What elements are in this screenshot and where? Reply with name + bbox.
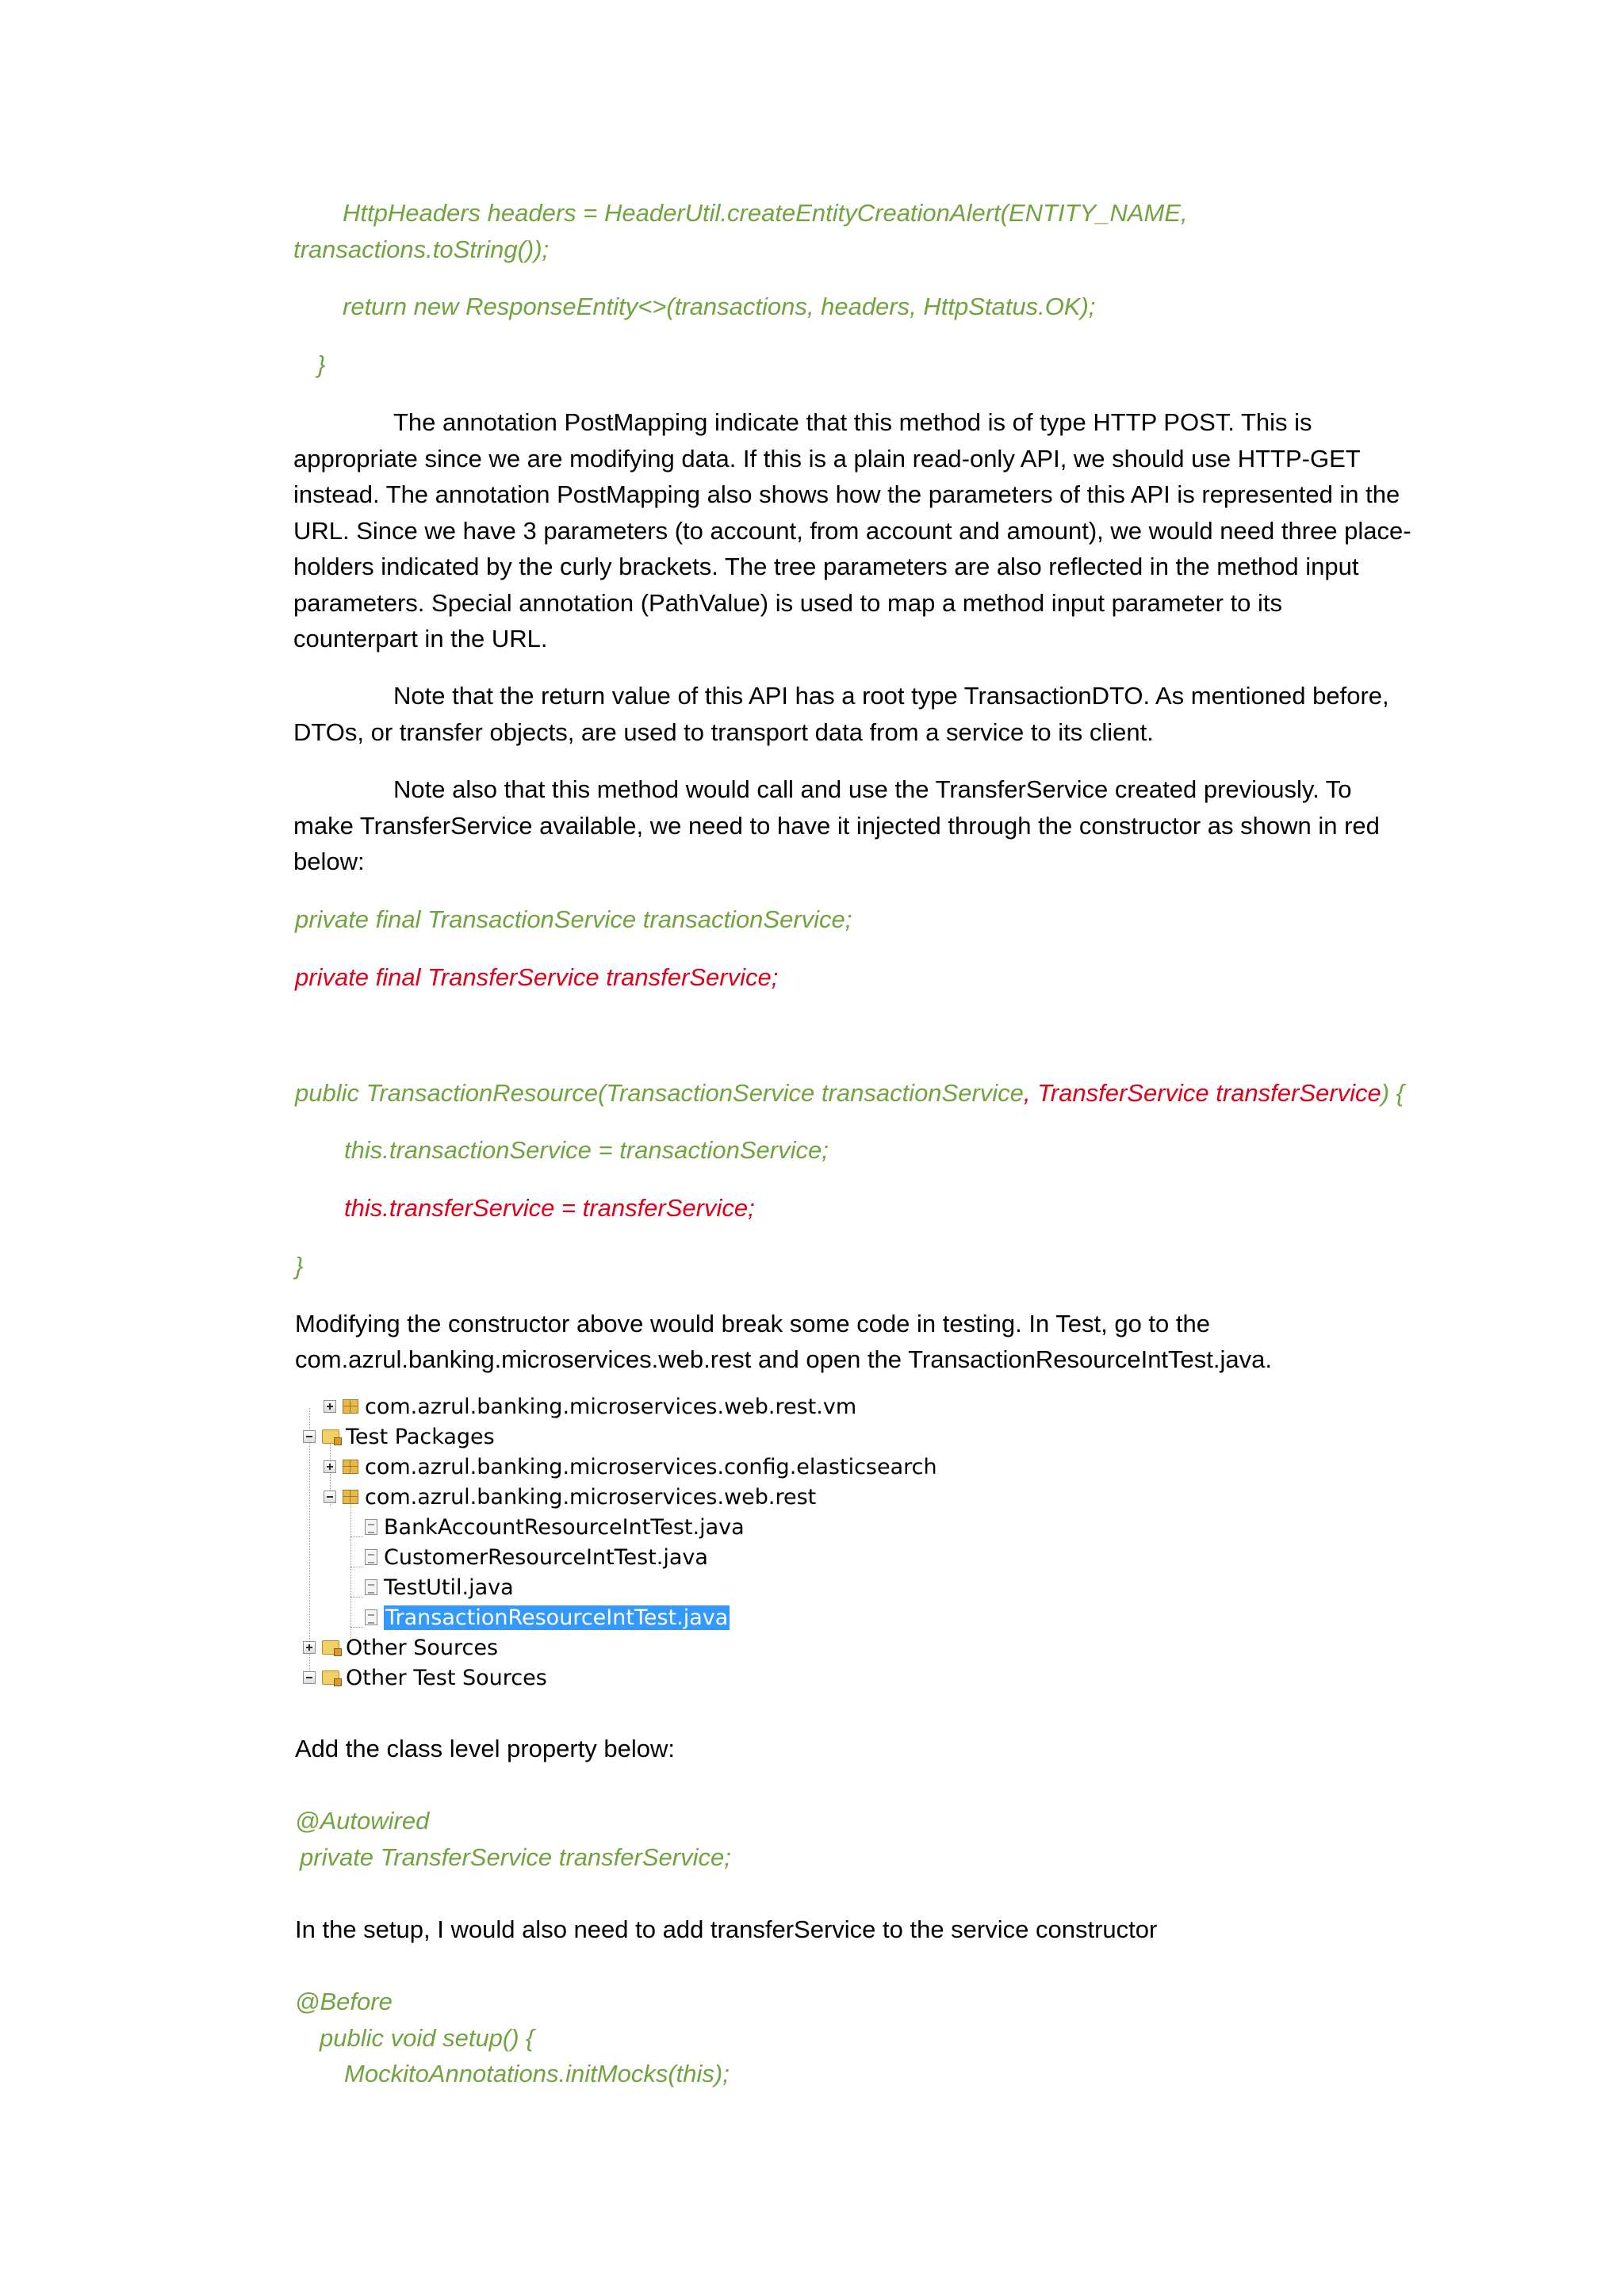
paragraph-line: DTOs, or transfer objects, are used to transport data from a service to its client. [293,718,1154,746]
code-line: @Before [295,1988,393,2015]
paragraph-line: URL. Since we have 3 parameters (to account, from account and amount), we would need three place- [293,517,1411,545]
code-line: public void setup() { [320,2024,534,2052]
paragraph-line: below: [293,848,365,875]
tree-item-label: CustomerResourceIntTest.java [384,1544,708,1570]
tree-item-label: TestUtil.java [384,1575,514,1600]
tree-item-label: Other Sources [346,1635,499,1660]
paragraph-line: holders indicated by the curly brackets. The tree parameters are also reflected in the method input [293,553,1359,580]
package-icon [343,1460,358,1474]
code-line-highlighted: this.transferService = transferService; [344,1194,755,1222]
tree-item-label: com.azrul.banking.microservices.config.elasticsearch [365,1454,937,1479]
code-fragment-highlighted: TransferService transferService [1037,1079,1381,1107]
package-icon [343,1399,358,1414]
code-line: this.transactionService = transactionService; [344,1136,829,1164]
tree-item-label-selected: TransactionResourceIntTest.java [385,1605,729,1630]
tree-item-label: Test Packages [346,1424,495,1449]
code-line: return new ResponseEntity<>(transactions, headers, HttpStatus.OK); [343,293,1096,320]
expand-icon[interactable] [324,1460,336,1473]
tree-item-other-test-sources[interactable] [303,1663,547,1692]
tree-guide-line [350,1627,363,1628]
tree-item-other-sources[interactable] [303,1633,498,1662]
paragraph-line: Note also that this method would call and use the TransferService created previously. To [393,775,1352,803]
code-line-highlighted: private final TransferService transferService; [295,963,779,991]
collapse-icon[interactable] [303,1430,316,1443]
code-line: private final TransactionService transactionService; [295,905,852,933]
tree-item-file-selected[interactable] [365,1603,730,1632]
tree-item-file[interactable] [365,1513,745,1541]
folder-icon [322,1640,339,1655]
paragraph-line: make TransferService available, we need to have it injected through the constructor as shown in red [293,812,1380,840]
tree-item-label: com.azrul.banking.microservices.web.rest.vm [365,1394,857,1419]
paragraph-line: Modifying the constructor above would break some code in testing. In Test, go to the [295,1310,1210,1337]
code-fragment: ) { [1381,1079,1405,1107]
paragraph-line: appropriate since we are modifying data. If this is a plain read-only API, we should use HTTP-GET [293,445,1361,473]
collapse-icon[interactable] [303,1671,316,1684]
paragraph-line: com.azrul.banking.microservices.web.rest and open the TransactionResourceIntTest.java. [295,1345,1272,1373]
code-line: MockitoAnnotations.initMocks(this); [344,2060,730,2087]
tree-item-test-packages[interactable] [303,1422,495,1451]
java-file-icon [365,1519,377,1535]
collapse-icon[interactable] [324,1490,336,1503]
paragraph-line: In the setup, I would also need to add transferService to the service constructor [295,1915,1158,1943]
constructor-signature [295,1075,1404,1112]
paragraph-line: instead. The annotation PostMapping also shows how the parameters of this API is represented in the [293,480,1400,508]
code-fragment: public TransactionResource(TransactionService transactionService [295,1079,1024,1107]
tree-item-file[interactable] [365,1543,708,1571]
code-line: } [295,1252,304,1280]
package-icon [343,1490,358,1504]
tree-item-label: BankAccountResourceIntTest.java [384,1514,745,1540]
tree-guide-line [350,1597,363,1598]
code-line: transactions.toString()); [293,235,550,263]
folder-icon [322,1429,339,1444]
project-tree-screenshot [297,1394,937,1693]
expand-icon[interactable] [303,1641,316,1654]
code-line: } [317,350,326,378]
folder-icon [322,1670,339,1685]
paragraph-line: parameters. Special annotation (PathValue) is used to map a method input parameter to its [293,589,1283,617]
java-file-icon [365,1609,377,1625]
tree-item-label: Other Test Sources [346,1665,547,1690]
java-file-icon [365,1549,377,1565]
tree-item-package-elasticsearch[interactable] [324,1452,937,1481]
code-line: @Autowired [295,1807,430,1835]
paragraph-line: counterpart in the URL. [293,625,548,652]
code-fragment-highlighted: , [1023,1079,1038,1107]
tree-item-file[interactable] [365,1573,514,1601]
java-file-icon [365,1579,377,1595]
paragraph-line: The annotation PostMapping indicate that this method is of type HTTP POST. This is [393,408,1312,436]
paragraph-line: Add the class level property below: [295,1735,676,1762]
code-line: HttpHeaders headers = HeaderUtil.createEntityCreationAlert(ENTITY_NAME, [343,199,1188,227]
code-line: private TransferService transferService; [300,1843,731,1871]
paragraph-line: Note that the return value of this API has a root type TransactionDTO. As mentioned before, [393,682,1389,710]
expand-icon[interactable] [324,1400,336,1413]
tree-item-cut[interactable] [324,1392,856,1421]
tree-item-package-web-rest[interactable] [324,1483,816,1511]
tree-item-label: com.azrul.banking.microservices.web.rest [365,1484,817,1510]
tree-guide-line [350,1536,363,1537]
tree-guide-line [350,1492,351,1643]
